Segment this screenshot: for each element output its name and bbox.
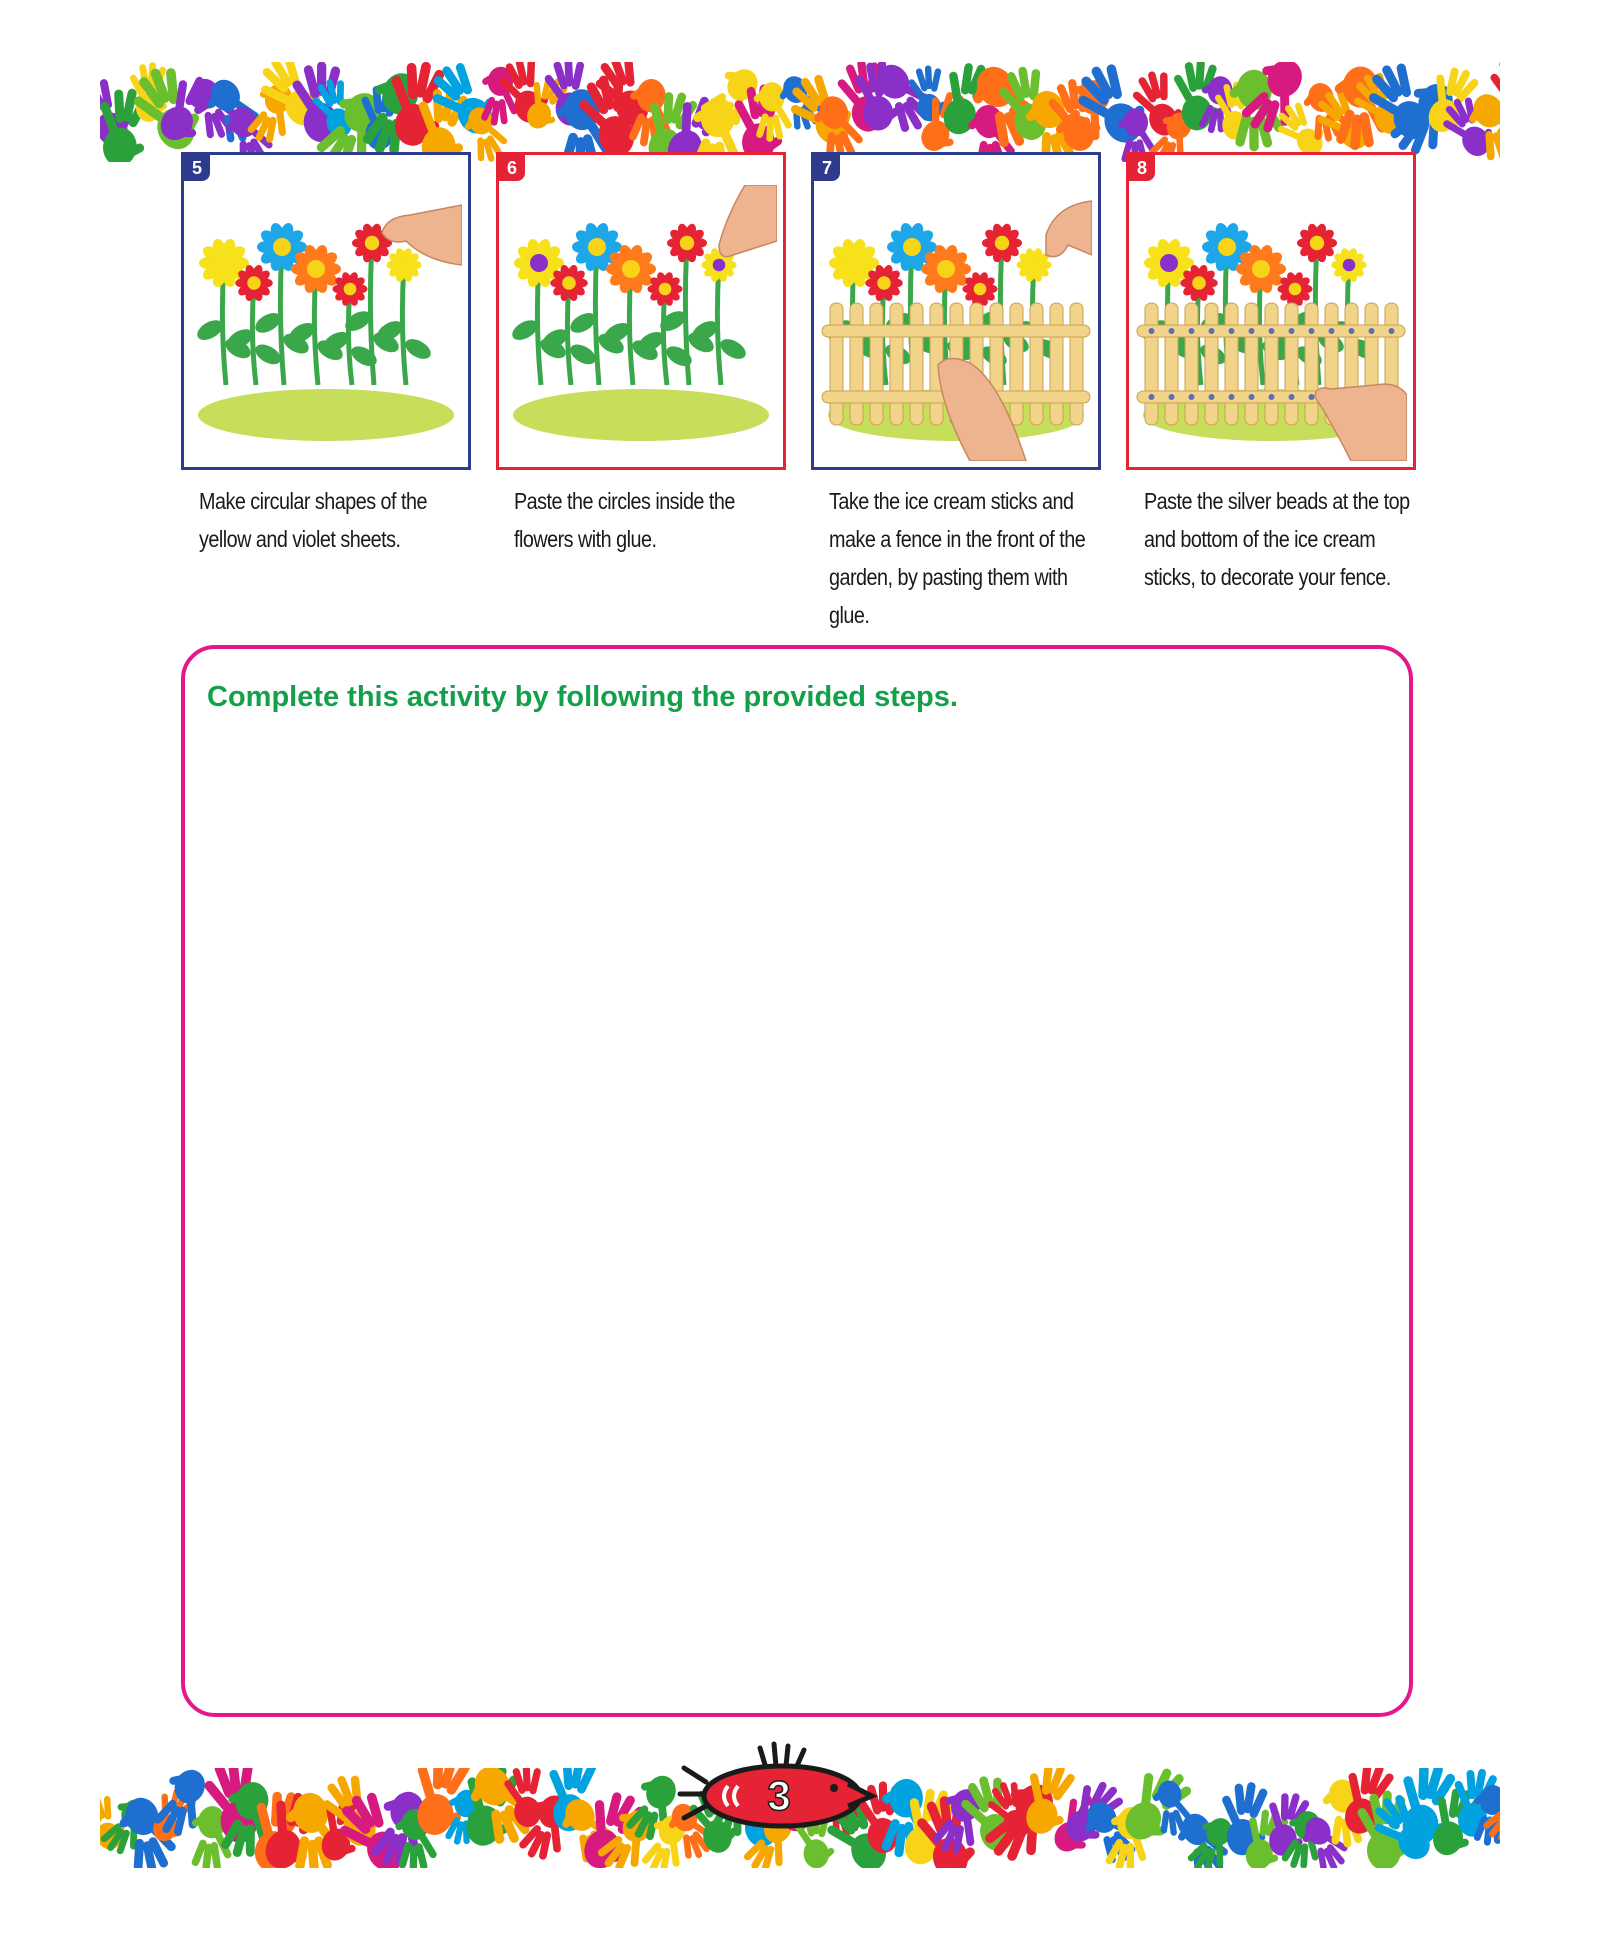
step-number: 5 (184, 155, 210, 181)
bead-icon (1169, 394, 1175, 400)
bead-icon (1269, 328, 1275, 334)
bead-icon (1149, 328, 1155, 334)
fish-mouth-icon (848, 1784, 872, 1806)
bead-icon (1229, 394, 1235, 400)
page-number-fish-badge (676, 1734, 886, 1834)
hand-icon (1046, 201, 1092, 257)
bead-icon (1169, 328, 1175, 334)
step-8-beaded-fence-illustration (1135, 185, 1407, 461)
bead-icon (1309, 394, 1315, 400)
bead-icon (1289, 328, 1295, 334)
step-number: 6 (499, 155, 525, 181)
bead-icon (1369, 328, 1375, 334)
bead-icon (1389, 328, 1395, 334)
grass-mound (198, 389, 454, 441)
flower-icon (286, 243, 346, 385)
step-number: 7 (814, 155, 840, 181)
bead-icon (1189, 394, 1195, 400)
page-number: 3 (767, 1772, 791, 1819)
flower-icon (601, 243, 661, 385)
grass-mound (513, 389, 769, 441)
hand-icon (719, 185, 777, 257)
bead-icon (1209, 394, 1215, 400)
flower-icon (252, 221, 312, 385)
activity-box (181, 645, 1413, 1717)
bead-icon (1329, 328, 1335, 334)
flower-icon (567, 221, 627, 385)
step-caption: Make circular shapes of the yellow and violet sheets. (199, 488, 427, 552)
fish-eye-icon (830, 1784, 838, 1792)
bead-icon (1189, 328, 1195, 334)
activity-instruction: Complete this activity by following the provided steps. (207, 681, 958, 713)
step-8-frame (1126, 152, 1416, 470)
flower-icon (374, 247, 434, 385)
step-6-garden-illustration (505, 185, 777, 461)
step-number: 8 (1129, 155, 1155, 181)
step-caption: Paste the circles inside the flowers with glue. (514, 488, 735, 552)
step-6-frame (496, 152, 786, 470)
flower-icon (689, 247, 749, 385)
handprint-border-top (100, 62, 1500, 162)
bead-icon (1269, 394, 1275, 400)
step-5-frame (181, 152, 471, 470)
flower-icon (509, 237, 569, 385)
step-7-fence-illustration (820, 185, 1092, 461)
step-7-frame (811, 152, 1101, 470)
flower-icon (194, 237, 254, 385)
bead-icon (1249, 328, 1255, 334)
bead-icon (1309, 328, 1315, 334)
bead-icon (1289, 394, 1295, 400)
bead-icon (1209, 328, 1215, 334)
step-5-garden-illustration (190, 185, 462, 461)
step-caption: Paste the silver beads at the top and bottom of the ice cream sticks, to decorate your fence. (1144, 488, 1410, 590)
craft-steps (181, 152, 1421, 642)
bead-icon (1249, 394, 1255, 400)
bead-icon (1349, 328, 1355, 334)
flower-icon (1231, 243, 1291, 385)
step-caption: Take the ice cream sticks and make a fence in the front of the garden, by pasting them with glue. (829, 488, 1086, 628)
bead-icon (1149, 394, 1155, 400)
bead-icon (1229, 328, 1235, 334)
